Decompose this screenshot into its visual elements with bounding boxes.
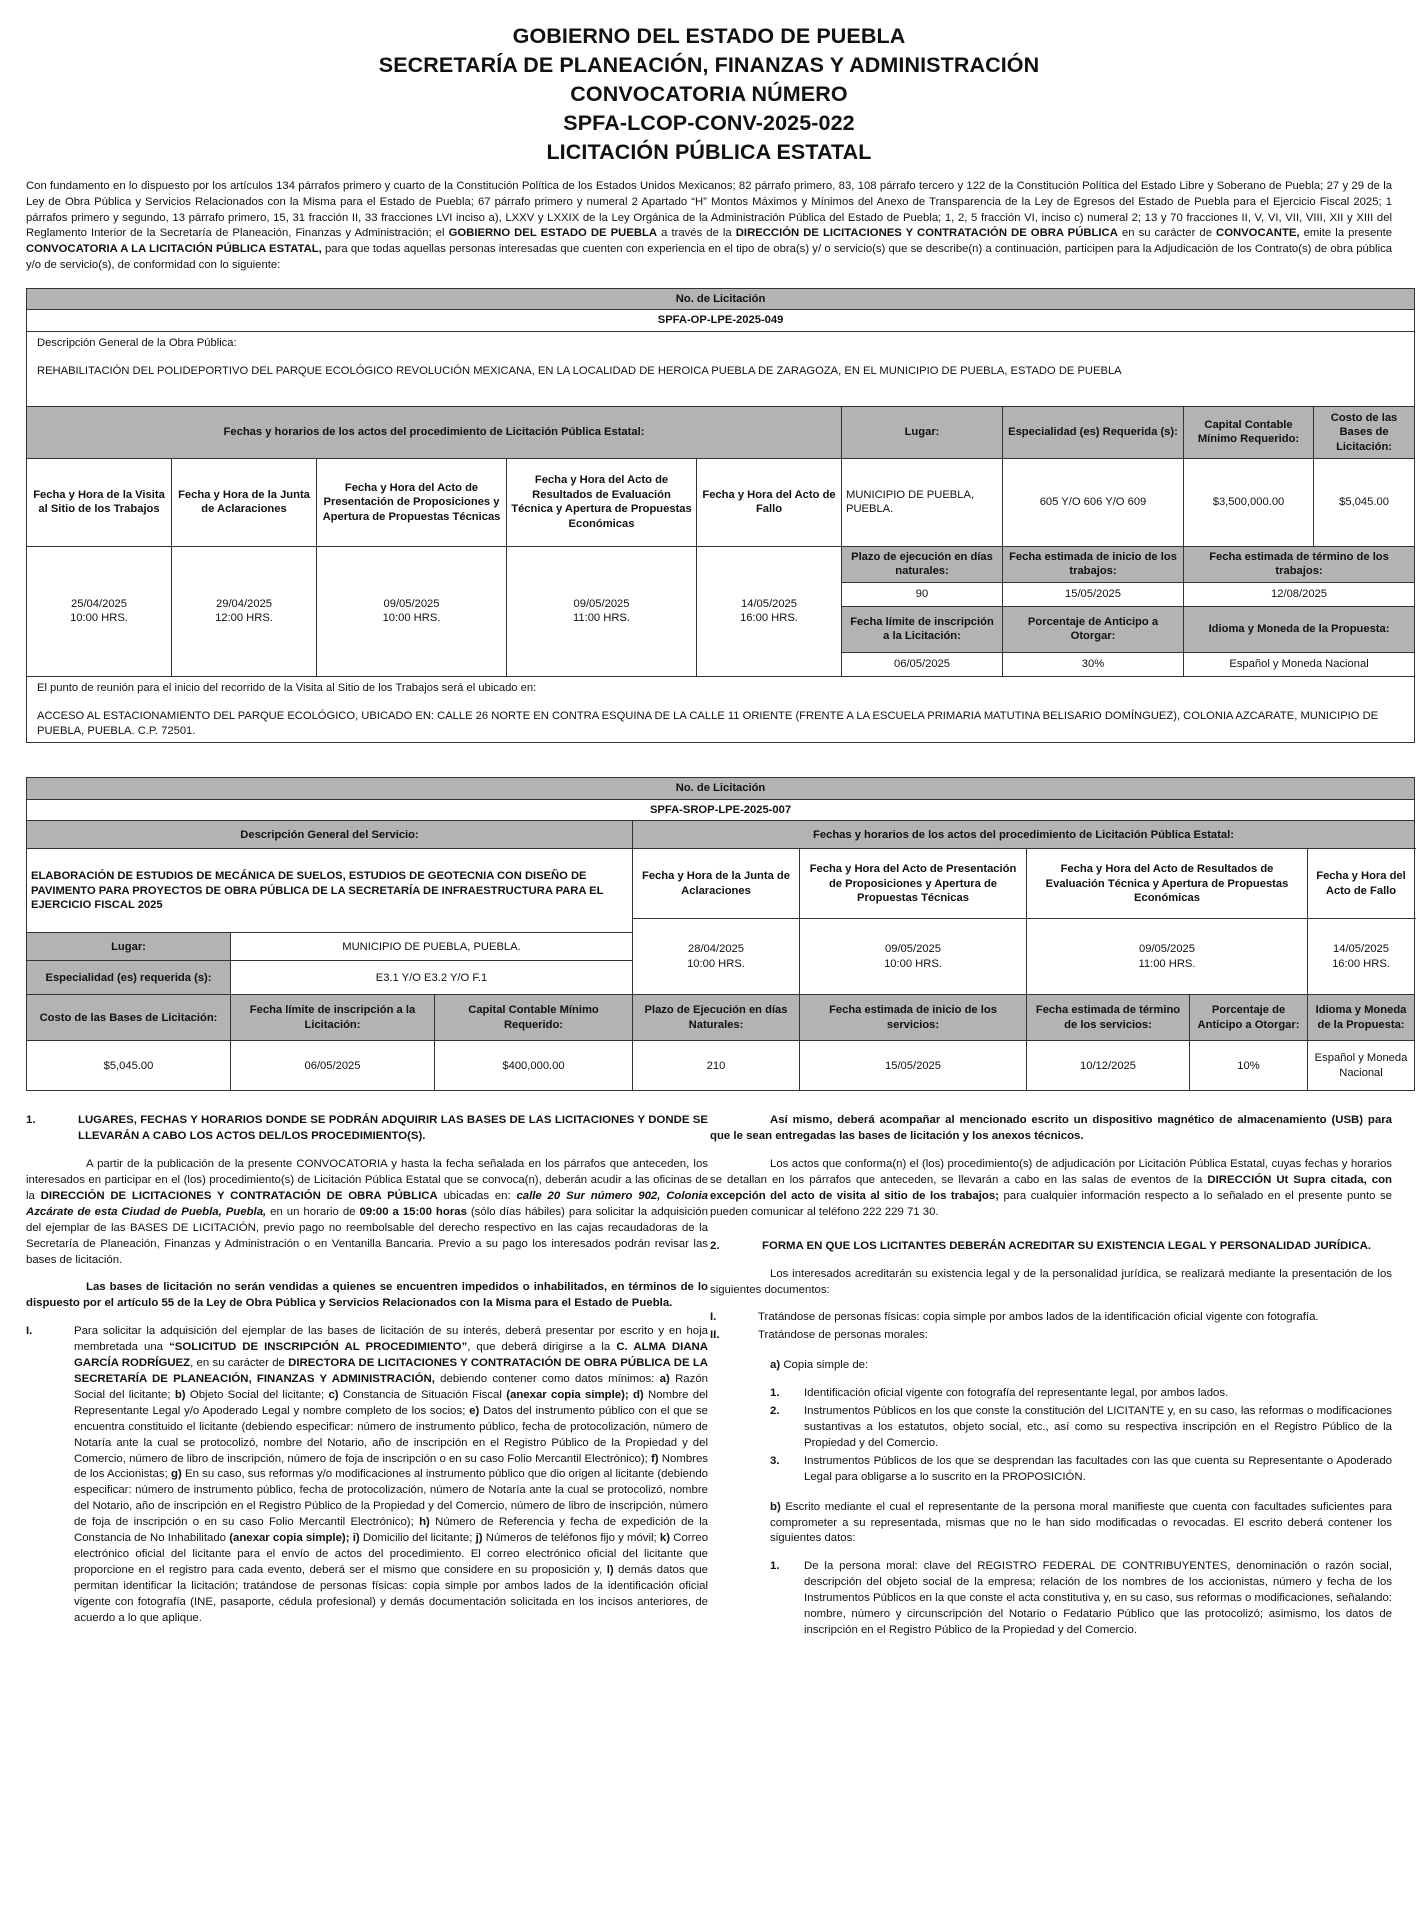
body-columns <box>26 1113 1392 1641</box>
paragraph-bases <box>26 1157 708 1268</box>
fallo-date: 14/05/2025 <box>741 597 797 610</box>
descripcion-cell <box>27 331 1415 406</box>
paragraph-inhabilitados: Las bases de licitación no serán vendidas a quienes se encuentren impedidos o inhabilitados, en términos de lo dispuesto por el artículo 55 de la Ley de Obra Pública y Servicios Relacionados con la Misma para el Estado de Puebla. <box>26 1281 708 1310</box>
no-licitacion-value: SPFA-OP-LPE-2025-049 <box>27 310 1415 332</box>
sub-number: 3. <box>770 1454 780 1467</box>
termino-label: Fecha estimada de término de los trabajos: <box>1184 546 1415 582</box>
item-number: I. <box>26 1325 33 1338</box>
lugar-value: MUNICIPIO DE PUEBLA, PUEBLA. <box>842 458 1003 546</box>
fallo-datetime <box>697 546 842 676</box>
fallo-datetime-2 <box>1308 919 1415 995</box>
limite-value: 06/05/2025 <box>842 652 1003 676</box>
sub-text: De la persona moral: clave del REGISTRO FEDERAL DE CONTRIBUYENTES, denominación o razón social, descripción del objeto social de la empresa; relación de los nombres de los accionistas, número y fecha de los Instrumentos Públicos en la que conste el acta constitutiva y, en su caso, sus reformas o modificaciones, señalando: nombre, número y circunscripción del Notario o Fedatario Público que las protocolizó; asimismo, los datos de inscripción en el Registro Público de la Propiedad y del Comercio. <box>804 1560 1392 1636</box>
idioma-label: Idioma y Moneda de la Propuesta: <box>1184 606 1415 652</box>
paragraph-actos <box>710 1157 1392 1221</box>
intro-text: en su carácter de <box>1121 227 1212 240</box>
sub-text: Escrito mediante el cual el representante de la persona moral manifieste que cuenta con facultades suficientes para comprometer a su representada, mismas que no le han sido modificadas o revocadas. El escrito deberá contener los siguientes datos: <box>770 1500 1392 1545</box>
t: demás datos que permitan identificar la licitación; tratándose de personas físicas: copia simple por ambos lados de la identificación oficial vigente con fotografía (INE, pasaporte, cédula profesional) y demás documentación solicitada en los incisos anteriores, de acuerdo a lo que aplique. <box>74 1563 708 1624</box>
sub-number: 2. <box>770 1405 780 1418</box>
subitem-a1 <box>770 1386 1392 1402</box>
t: d) <box>632 1388 644 1401</box>
section-title: FORMA EN QUE LOS LICITANTES DEBERÁN ACREDITAR SU EXISTENCIA LEGAL Y PERSONALIDAD JURÍDICA. <box>762 1239 1372 1252</box>
section-1-heading <box>26 1113 708 1145</box>
limite-value-2: 06/05/2025 <box>231 1041 435 1091</box>
t: i) <box>352 1532 360 1545</box>
junta-date: 29/04/2025 <box>216 597 272 610</box>
section-2-heading <box>710 1239 1392 1255</box>
visita-header: Fecha y Hora de la Visita al Sitio de los Trabajos <box>27 458 172 546</box>
fechas-label: Fechas y horarios de los actos del procedimiento de Licitación Pública Estatal: <box>27 406 842 458</box>
subitem-a2 <box>770 1404 1392 1452</box>
t: Constancia de Situación Fiscal <box>342 1388 502 1401</box>
resultados-datetime <box>507 546 697 676</box>
termino-label-2: Fecha estimada de término de los servicios: <box>1027 995 1190 1041</box>
termino-value-2: 10/12/2025 <box>1027 1041 1190 1091</box>
idioma-label-2: Idioma y Moneda de la Propuesta: <box>1308 995 1415 1041</box>
presentacion-datetime-2 <box>800 919 1027 995</box>
header-convocatoria-number: SPFA-LCOP-CONV-2025-022 <box>563 111 855 135</box>
punto-reunion-value: ACCESO AL ESTACIONAMIENTO DEL PARQUE ECOLÓGICO, UBICADO EN: CALLE 26 NORTE EN CONTRA ESQUINA DE LA CALLE 11 ORIENTE (FRENTE A LA ESCUELA PRIMARIA MATUTINA BELISARIO DOMÍNGUEZ), COLONIA AZCARATE, MUNICIPIO DE PUEBLA, PUEBLA. C.P. 72501. <box>37 710 1379 737</box>
document-header <box>26 22 1392 167</box>
t: c) <box>328 1388 339 1401</box>
plazo-value: 90 <box>842 582 1003 606</box>
fallo-header: Fecha y Hora del Acto de Fallo <box>697 458 842 546</box>
lugar-value-2: MUNICIPIO DE PUEBLA, PUEBLA. <box>231 933 633 961</box>
item-I <box>26 1324 708 1626</box>
no-licitacion-label: No. de Licitación <box>27 288 1415 310</box>
sub-number: 1. <box>770 1560 780 1573</box>
t: Razón Social del licitante; <box>74 1372 709 1401</box>
presentacion-date-2: 09/05/2025 <box>885 943 941 956</box>
t: debiendo contener como datos mínimos: <box>440 1372 655 1385</box>
t: Datos del instrumento público con el que se encuentra constituido el licitante (debiendo especificar: número de instrumento público, fecha de protocolización, número de Notaría ante la cual se protocolizó, nombre del Notario, año de inscripción en el Registro Público de la Propiedad y del Comercio, número de libro de inscripción, número de foja de inscripción o en su caso Folio Mercantil Electrónico); <box>74 1404 709 1465</box>
junta-header-2: Fecha y Hora de la Junta de Aclaraciones <box>633 849 800 919</box>
descripcion-servicio-value: ELABORACIÓN DE ESTUDIOS DE MECÁNICA DE SUELOS, ESTUDIOS DE GEOTECNIA CON DISEÑO DE PAVIMENTO PARA PROYECTOS DE OBRA PÚBLICA DE LA SECRETARÍA DE INFRAESTRUCTURA PARA EL EJERCICIO FISCAL 2025 <box>27 849 633 933</box>
sub-letter: b) <box>770 1500 781 1513</box>
t: Números de teléfonos fijo y móvil; <box>485 1532 657 1545</box>
fallo-time-2: 16:00 HRS. <box>1332 957 1390 970</box>
sub-letter: a) <box>770 1359 781 1372</box>
t: (anexar copia simple); <box>506 1388 629 1401</box>
junta-time-2: 10:00 HRS. <box>687 957 745 970</box>
item-text: Tratándose de personas morales: <box>758 1329 928 1342</box>
sub-text: Instrumentos Públicos en los que conste la constitución del LICITANTE y, en su caso, las reformas o modificaciones sustantivas a los estatutos, objeto social, etc., así como su respectiva inscripción en el Registro Público de la Propiedad y del Comercio. <box>804 1405 1392 1449</box>
t: “SOLICITUD DE INSCRIPCIÓN AL PROCEDIMIENTO” <box>169 1341 468 1354</box>
item-right-II <box>710 1328 1392 1344</box>
t: l) <box>606 1563 614 1576</box>
visita-date: 25/04/2025 <box>71 597 127 610</box>
bold-text: DIRECCIÓN DE LICITACIONES Y CONTRATACIÓN DE OBRA PÚBLICA <box>40 1189 438 1202</box>
presentacion-time: 10:00 HRS. <box>382 612 441 625</box>
text: para cualquier información respecto a lo señalado en el presente punto se pueden comunicar al teléfono 222 229 71 30. <box>710 1189 1393 1218</box>
bold-text: DIRECCIÓN Ut Supra citada, con excepción del acto de visita al sitio de los trabajos; <box>710 1174 1393 1202</box>
subitem-b1 <box>770 1559 1392 1639</box>
idioma-value: Español y Moneda Nacional <box>1184 652 1415 676</box>
presentacion-time-2: 10:00 HRS. <box>884 957 942 970</box>
section-title: LUGARES, FECHAS Y HORARIOS DONDE SE PODRÁN ADQUIRIR LAS BASES DE LAS LICITACIONES Y DONDE SE LLEVARÁN A CABO LOS ACTOS DEL/LOS PROCEDIMIENTO(S). <box>78 1114 708 1143</box>
capital-label-2: Capital Contable Mínimo Requerido: <box>435 995 633 1041</box>
t: f) <box>651 1452 659 1465</box>
t: j) <box>475 1532 483 1545</box>
plazo-label-2: Plazo de Ejecución en días Naturales: <box>633 995 800 1041</box>
section-number: 1. <box>26 1114 36 1127</box>
right-column <box>710 1113 1392 1641</box>
junta-datetime-2 <box>633 919 800 995</box>
sub-text: Copia simple de: <box>783 1359 869 1372</box>
descripcion-value: REHABILITACIÓN DEL POLIDEPORTIVO DEL PARQUE ECOLÓGICO REVOLUCIÓN MEXICANA, EN LA LOCALIDAD DE HEROICA PUEBLA DE ZARAGOZA, EN EL MUNICIPIO DE PUEBLA, ESTADO DE PUEBLA <box>37 365 1122 378</box>
t: h) <box>419 1516 430 1529</box>
t: Para solicitar la adquisición del ejemplar de las bases de licitación de su interés, deberá presentar por escrito y en hoja membretada una <box>74 1325 708 1354</box>
especialidad-value-2: E3.1 Y/O E3.2 Y/O F.1 <box>231 961 633 995</box>
t: Nombres de los Accionistas; <box>74 1452 708 1481</box>
intro-bold: CONVOCANTE, <box>1216 227 1300 240</box>
text: A partir de la publicación de la presente CONVOCATORIA y hasta la fecha señalada en los párrafos que anteceden, los interesados en participar en el (los) procedimiento(s) de Licitación Pública Estatal que se convoca(n), deberán acudir a las oficinas de la <box>26 1158 708 1202</box>
limite-label-2: Fecha límite de inscripción a la Licitación: <box>231 995 435 1041</box>
costo-label: Costo de las Bases de Licitación: <box>1314 406 1415 458</box>
resultados-time-2: 11:00 HRS. <box>1138 957 1196 970</box>
text: (sólo días hábiles) para solicitar la adquisición del ejemplar de las BASES DE LICITACIÓN, previo pago no reembolsable del derecho respectivo en las cajas recaudadoras de la Secretaría de Planeación, Finanzas y Administración o en Ventanilla Bancaria. Previo a su pago los interesados podrán revisar las bases de licitación. <box>26 1205 708 1266</box>
anticipo-label-2: Porcentaje de Anticipo a Otorgar: <box>1190 995 1308 1041</box>
junta-time: 12:00 HRS. <box>215 612 273 625</box>
item-text: Tratándose de personas físicas: copia simple por ambos lados de la identificación oficial vigente con fotografía. <box>758 1311 1319 1324</box>
presentacion-header-2: Fecha y Hora del Acto de Presentación de Proposiciones y Apertura de Propuestas Técnicas <box>800 849 1027 919</box>
anticipo-value-2: 10% <box>1190 1041 1308 1091</box>
inicio-value: 15/05/2025 <box>1003 582 1184 606</box>
costo-value-2: $5,045.00 <box>27 1041 231 1091</box>
subitem-a <box>710 1358 1392 1374</box>
intro-bold: CONVOCATORIA A LA LICITACIÓN PÚBLICA ESTATAL, <box>26 243 322 256</box>
idioma-value-2: Español y Moneda Nacional <box>1308 1041 1415 1091</box>
t: Domicilio del licitante; <box>362 1532 473 1545</box>
item-text <box>74 1324 708 1626</box>
limite-label: Fecha límite de inscripción a la Licitación: <box>842 606 1003 652</box>
fechas-label-2: Fechas y horarios de los actos del procedimiento de Licitación Pública Estatal: <box>633 821 1415 849</box>
text: Los actos que conforma(n) el (los) procedimiento(s) de adjudicación por Licitación Pública Estatal, cuyas fechas y horarios se detallan en los párrafos que anteceden, se llevarán a cabo en las salas de eventos de la <box>710 1158 1392 1186</box>
t: En su caso, sus reformas y/o modificaciones al instrumento público que dio origen al licitante (debiendo especificar: número de instrumento público, fecha de protocolización, número de Notaría ante la cual se protocolizó, nombre del Notario, año de inscripción en el Registro Público de la Propiedad y del Comercio, número de libro de inscripción, número de foja de inscripción o en su caso Folio Mercantil Electrónico); <box>74 1468 708 1529</box>
punto-reunion-cell <box>27 676 1415 743</box>
presentacion-datetime <box>317 546 507 676</box>
intro-text: emite la presente <box>1303 227 1393 240</box>
header-line-2: SECRETARÍA DE PLANEACIÓN, FINANZAS Y ADMINISTRACIÓN <box>378 53 1040 77</box>
resultados-datetime-2 <box>1027 919 1308 995</box>
subitem-b <box>710 1500 1392 1548</box>
t: a) <box>659 1372 670 1385</box>
resultados-time: 11:00 HRS. <box>572 612 630 625</box>
t: g) <box>171 1468 182 1481</box>
no-licitacion-value-2: SPFA-SROP-LPE-2025-007 <box>27 799 1415 821</box>
presentacion-header: Fecha y Hora del Acto de Presentación de Proposiciones y Apertura de Propuestas Técnicas <box>317 458 507 546</box>
intro-paragraph <box>26 179 1392 274</box>
intro-text: a través de la <box>661 227 732 240</box>
t: Nombre del Representante Legal y/o Apoderado Legal y nombre completo de los socios; <box>74 1388 708 1417</box>
t: , que deberá dirigirse a la <box>467 1341 611 1354</box>
t: , en su carácter de <box>190 1357 285 1370</box>
junta-date-2: 28/04/2025 <box>688 943 744 956</box>
intro-bold: GOBIERNO DEL ESTADO DE PUEBLA <box>448 227 658 240</box>
fallo-time: 16:00 HRS. <box>740 612 798 625</box>
header-line-3: CONVOCATORIA NÚMERO <box>570 82 848 106</box>
paragraph-usb: Así mismo, deberá acompañar al mencionado escrito un dispositivo magnético de almacenamiento (USB) para que le sean entregadas las bases de licitación y los anexos técnicos. <box>710 1114 1392 1143</box>
visita-time: 10:00 HRS. <box>70 612 128 625</box>
no-licitacion-label-2: No. de Licitación <box>27 778 1415 800</box>
descripcion-label: Descripción General de la Obra Pública: <box>37 336 237 349</box>
sub-text: Instrumentos Públicos de los que se desprendan las facultades con las que cuenta su Representante o Apoderado Legal para obligarse a lo suscrito en la PROPOSICIÓN. <box>804 1454 1392 1483</box>
text: en un horario de <box>270 1205 356 1218</box>
header-line-1: GOBIERNO DEL ESTADO DE PUEBLA <box>512 24 906 48</box>
fallo-header-2: Fecha y Hora del Acto de Fallo <box>1308 849 1415 919</box>
t: C. ALMA DIANA GARCÍA RODRÍGUEZ <box>74 1341 708 1370</box>
anticipo-value: 30% <box>1003 652 1184 676</box>
junta-header: Fecha y Hora de la Junta de Aclaraciones <box>172 458 317 546</box>
resultados-date-2: 09/05/2025 <box>1139 943 1195 956</box>
resultados-header: Fecha y Hora del Acto de Resultados de Evaluación Técnica y Apertura de Propuestas Económicas <box>507 458 697 546</box>
inicio-label-2: Fecha estimada de inicio de los servicios: <box>800 995 1027 1041</box>
sub-number: 1. <box>770 1387 780 1400</box>
t: Número de Referencia y fecha de expedición de la Constancia de No Inhabilitado <box>74 1516 708 1545</box>
presentacion-date: 09/05/2025 <box>383 597 440 610</box>
costo-label-2: Costo de las Bases de Licitación: <box>27 995 231 1041</box>
termino-value: 12/08/2025 <box>1184 582 1415 606</box>
t: (anexar copia simple); <box>229 1532 350 1545</box>
costo-value: $5,045.00 <box>1314 458 1415 546</box>
visita-datetime <box>27 546 172 676</box>
left-column <box>26 1113 708 1641</box>
intro-text: para que todas aquellas personas interesadas que cuenten con experiencia en el tipo de obra(s) y/ o servicio(s) que se describe(n) a continuación, participen para la Adjudicación de los Contrato(s) de obra pública y/o de servicio(s), de conformidad con lo siguiente: <box>26 243 1393 271</box>
resultados-date: 09/05/2025 <box>573 597 630 610</box>
capital-label: Capital Contable Mínimo Requerido: <box>1184 406 1314 458</box>
t: DIRECTORA DE LICITACIONES Y CONTRATACIÓN DE OBRA PÚBLICA DE LA SECRETARÍA DE PLANEACIÓN, FINANZAS Y ADMINISTRACIÓN, <box>74 1357 709 1385</box>
sub-text: Identificación oficial vigente con fotografía del representante legal, por ambos lados. <box>804 1387 1229 1400</box>
capital-value-2: $400,000.00 <box>435 1041 633 1091</box>
lugar-label-2: Lugar: <box>27 933 231 961</box>
especialidad-label: Especialidad (es) Requerida (s): <box>1003 406 1184 458</box>
item-right-I <box>710 1310 1392 1326</box>
text: ubicadas en: <box>443 1189 511 1202</box>
junta-datetime <box>172 546 317 676</box>
punto-reunion-label: El punto de reunión para el inicio del recorrido de la Visita al Sitio de los Trabajos será el ubicado en: <box>37 681 537 694</box>
especialidad-value: 605 Y/O 606 Y/O 609 <box>1003 458 1184 546</box>
t: Correo electrónico oficial del licitante para el envío de actos del procedimiento. El correo electrónico oficial del licitante que proporcione en el registro para cada evento, deberá ser el mismo que considere en su proposición y, <box>74 1532 709 1576</box>
licitacion-table-1 <box>26 288 1415 744</box>
hours-text: 09:00 a 15:00 horas <box>359 1205 467 1218</box>
plazo-value-2: 210 <box>633 1041 800 1091</box>
t: k) <box>659 1532 671 1545</box>
paragraph-acreditacion: Los interesados acreditarán su existencia legal y de la personalidad jurídica, se realizará mediante la presentación de los siguientes documentos: <box>710 1267 1392 1296</box>
capital-value: $3,500,000.00 <box>1184 458 1314 546</box>
inicio-label: Fecha estimada de inicio de los trabajos: <box>1003 546 1184 582</box>
licitacion-table-2 <box>26 777 1415 1091</box>
resultados-header-2: Fecha y Hora del Acto de Resultados de Evaluación Técnica y Apertura de Propuestas Económicas <box>1027 849 1308 919</box>
especialidad-label-2: Especialidad (es) requerida (s): <box>27 961 231 995</box>
plazo-label: Plazo de ejecución en días naturales: <box>842 546 1003 582</box>
fallo-date-2: 14/05/2025 <box>1333 943 1389 956</box>
item-number: II. <box>710 1329 720 1342</box>
subitem-a3 <box>770 1454 1392 1486</box>
t: Objeto Social del licitante; <box>189 1388 325 1401</box>
t: e) <box>469 1404 480 1417</box>
item-number: I. <box>710 1311 717 1324</box>
anticipo-label: Porcentaje de Anticipo a Otorgar: <box>1003 606 1184 652</box>
t: b) <box>174 1388 186 1401</box>
section-number: 2. <box>710 1239 720 1252</box>
lugar-label: Lugar: <box>842 406 1003 458</box>
intro-text: Con fundamento en lo dispuesto por los artículos 134 párrafos primero y cuarto de la Constitución Política de los Estados Unidos Mexicanos; 82 párrafo primero, 83, 108 párrafo tercero y 122 de la Constitución Política del Estado Libre y Soberano de Puebla; 27 y 29 de la Ley de Obra Pública y Servicios Relacionados con la Misma para el Estado de Puebla; 67 párrafo primero y numeral 2 Apartado “H” Montos Máximos y Mínimos del Anexo de Transparencia de la Ley de Egresos del Estado de Puebla para el Ejercicio Fiscal 2025; 1 párrafos primero y segundo, 13 párrafo primero, 15, 31 fracción II, 33 fracciones LVI inciso a), LXXV y LXXIX de la Ley Orgánica de la Administración Pública del Estado de Puebla; 1, 2, 5 fracción VI, inciso c) numeral 2; 13 y 70 fracciones II, V, VI, VII, VIII, XII y XIII del Reglamento Interior de la Secretaría de Planeación, Finanzas y Administración; el <box>26 180 1392 240</box>
inicio-value-2: 15/05/2025 <box>800 1041 1027 1091</box>
descripcion-servicio-label: Descripción General del Servicio: <box>27 821 633 849</box>
address-text: calle 20 Sur número 902, Colonia Azcárate de esta Ciudad de Puebla, Puebla, <box>26 1189 708 1218</box>
header-line-5: LICITACIÓN PÚBLICA ESTATAL <box>546 140 872 164</box>
intro-bold: DIRECCIÓN DE LICITACIONES Y CONTRATACIÓN DE OBRA PÚBLICA <box>735 227 1118 240</box>
